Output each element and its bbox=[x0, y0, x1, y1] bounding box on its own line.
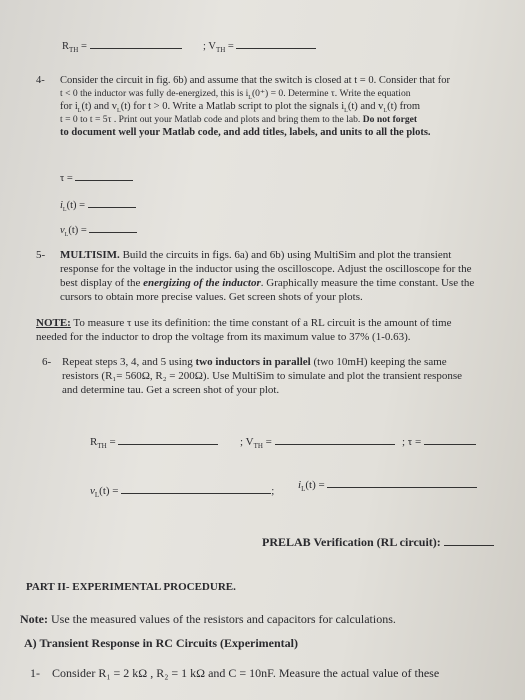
q6-tau-answer: ; τ = bbox=[402, 435, 476, 449]
vl-answer: $v_L(t)$ = bbox=[60, 224, 137, 243]
q4-number: 4- bbox=[36, 75, 45, 86]
note2-line: Note: Use the measured values of the resistors and capacitors for calculations. bbox=[20, 612, 396, 626]
section-a-heading: A) Transient Response in RC Circuits (Experimental) bbox=[24, 636, 298, 650]
q5-line-1: MULTISIM. Build the circuits in figs. 6a) and 6b) using MultiSim and plot the transient bbox=[60, 249, 452, 261]
q6-line-1: Repeat steps 3, 4, and 5 using two inductors in parallel (two 10mH) keeping the same bbox=[62, 356, 447, 368]
q5-line-4: cursors to obtain more precise values. Get screen shots of your plots. bbox=[60, 291, 363, 303]
il-answer: $i_L(t)$ = bbox=[60, 199, 136, 218]
q4-line-4: t = 0 to t = 5τ . Print out your Matlab code and plots and bring them to the lab. Do not forget bbox=[60, 114, 418, 125]
q6-rth-answer: $R_{TH}$ = bbox=[90, 435, 218, 453]
q6-number: 6- bbox=[42, 356, 52, 368]
q4-line-5: to document well your Matlab code, and add titles, labels, and units to all the plots. bbox=[60, 127, 431, 138]
q4-line-3: for $i_L(t)$ and $v_L(t)$ for t > 0. Write a Matlab script to plot the signals $i_L(t)$ and $v_L(t)$ from bbox=[60, 101, 421, 115]
q4-line-1: Consider the circuit in fig. 6b) and assume that the switch is closed at t = 0. Consider that for bbox=[60, 75, 450, 86]
q6-vth-answer: ; $V_{TH}$ = bbox=[240, 435, 395, 453]
prelab-verification: PRELAB Verification (RL circuit): bbox=[262, 535, 494, 550]
step1-text: Consider R₁ = 2 kΩ , R₂ = 1 kΩ and C = 10nF. Measure the actual value of these bbox=[52, 666, 440, 680]
part2-heading: PART II- EXPERIMENTAL PROCEDURE. bbox=[26, 581, 236, 593]
note-line-2: needed for the inductor to drop the voltage from its maximum value to 37% (1-0.63). bbox=[36, 331, 411, 343]
q4-line-2: t < 0 the inductor was fully de-energized, this is $i_L(0^+) = 0$. Determine τ. Write the equation bbox=[60, 88, 411, 101]
vth-label: ; $V_{TH}$ = bbox=[203, 40, 316, 58]
q6-line-2: resistors (R₁= 560Ω, R₂ = 200Ω). Use MultiSim to simulate and plot the transient response bbox=[62, 370, 463, 382]
tau-answer: τ = bbox=[60, 172, 133, 186]
q5-line-3: best display of the energizing of the inductor. Graphically measure the time constant. Use the bbox=[60, 277, 475, 289]
step1-number: 1- bbox=[30, 666, 40, 680]
q6-il-answer: $i_L(t)$ = bbox=[298, 478, 477, 496]
q5-line-2: response for the voltage in the inductor using the oscilloscope. Adjust the oscilloscope for the bbox=[60, 263, 472, 275]
rth-label: $R_{TH}$ = bbox=[62, 40, 182, 58]
q6-line-3: and determine tau. Get a screen shot of your plot. bbox=[62, 384, 280, 396]
q6-vl-answer: $v_L(t)$ = ; bbox=[90, 485, 275, 500]
note-line-1: NOTE: To measure τ use its definition: the time constant of a RL circuit is the amount of time bbox=[36, 317, 452, 329]
q5-number: 5- bbox=[36, 249, 46, 261]
